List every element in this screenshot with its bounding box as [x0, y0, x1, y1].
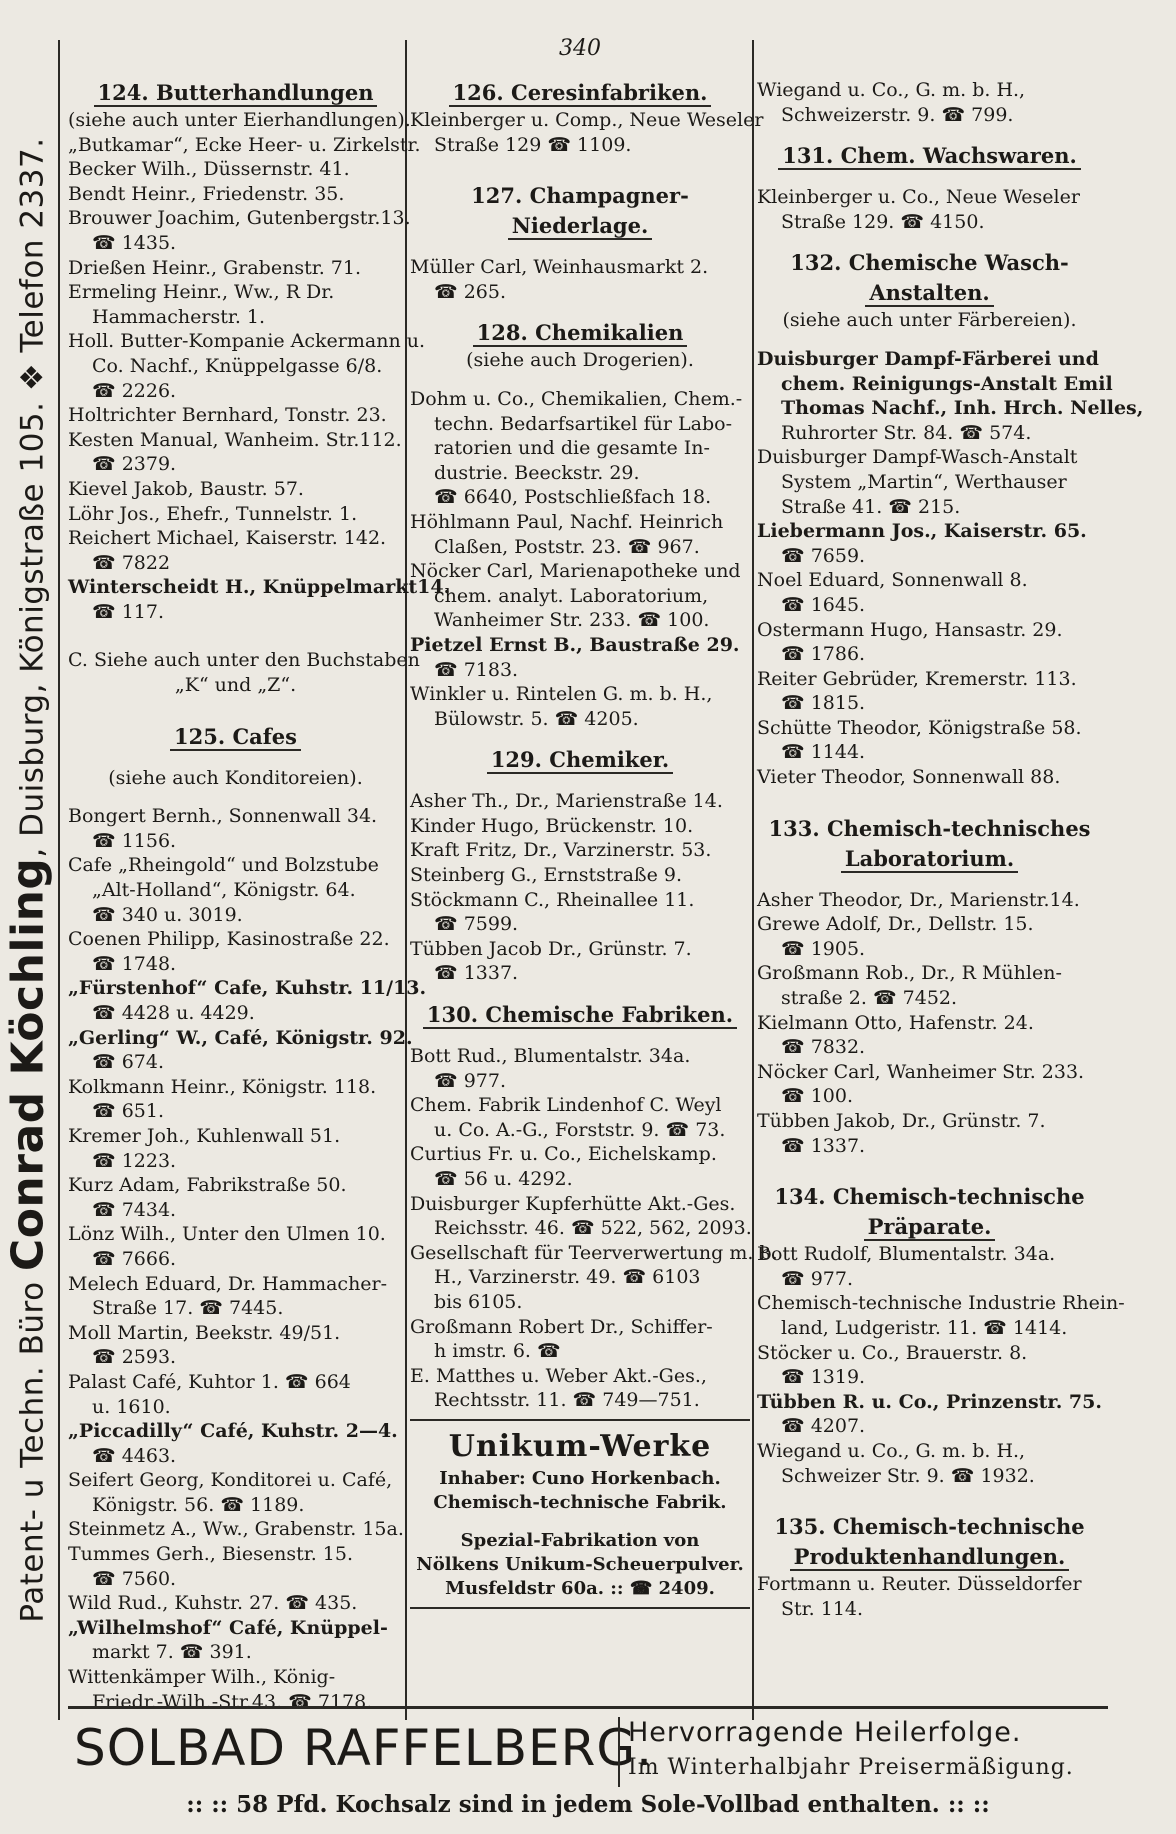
section-heading: Laboratorium.: [841, 846, 1018, 873]
list-item: Reichert Michael, Kaiserstr. 142.: [68, 527, 387, 550]
list-item: ☎ 1319.: [781, 1366, 866, 1389]
list-item: Gesellschaft für Teerverwertung m. b.: [410, 1241, 778, 1264]
list-item: ☎ 1337.: [781, 1134, 866, 1157]
section-heading: 132. Chemische Wasch-: [790, 250, 1069, 276]
list-item: Friedr.-Wilh.-Str.43. ☎ 7178.: [92, 1690, 373, 1713]
list-item: chem. Reinigungs-Anstalt Emil: [781, 372, 1113, 395]
section-heading: 134. Chemisch-technische: [774, 1184, 1085, 1210]
section-note: (siehe auch Drogerien).: [466, 349, 694, 372]
list-item: Dohm u. Co., Chemikalien, Chem.-: [410, 387, 743, 410]
section-heading: Anstalten.: [865, 280, 993, 307]
list-item: Claßen, Poststr. 23. ☎ 967.: [434, 535, 700, 558]
section-heading: 135. Chemisch-technische: [774, 1514, 1085, 1540]
list-item: dustrie. Beeckstr. 29.: [434, 461, 640, 484]
list-item: ☎ 340 u. 3019.: [92, 903, 243, 926]
list-item: ☎ 1337.: [434, 962, 519, 985]
list-item: Noel Eduard, Sonnenwall 8.: [757, 569, 1028, 592]
list-item: chem. analyt. Laboratorium,: [434, 584, 709, 607]
section-heading: 130. Chemische Fabriken.: [423, 1002, 737, 1029]
list-item: Reiter Gebrüder, Kremerstr. 113.: [757, 667, 1077, 690]
list-item: „Gerling“ W., Café, Königstr. 92.: [68, 1026, 413, 1049]
footer-tagline: Im Winterhalbjahr Preisermäßigung.: [628, 1755, 1074, 1780]
list-item: (siehe auch unter Eierhandlungen).: [68, 109, 411, 131]
column-3: [757, 78, 1144, 1621]
footer-line: :: :: 58 Pfd. Kochsalz sind in jedem Sole-Vollbad enthalten. :: ::: [186, 1791, 990, 1818]
list-item: Kremer Joh., Kuhlenwall 51.: [68, 1124, 341, 1147]
list-item: u. Co. A.-G., Forststr. 9. ☎ 73.: [434, 1118, 726, 1141]
advert-line: Chemisch-technische Fabrik.: [433, 1491, 727, 1513]
list-item: C. Siehe auch unter den Buchstaben: [68, 649, 420, 672]
list-item: Hammacherstr. 1.: [92, 305, 266, 328]
list-item: ☎ 7434.: [92, 1198, 177, 1221]
section-heading: Produktenhandlungen.: [790, 1544, 1070, 1571]
list-item: Ermeling Heinr., Ww., R Dr.: [68, 281, 335, 304]
list-item: u. 1610.: [92, 1395, 171, 1418]
list-item: System „Martin“, Werthauser: [781, 470, 1067, 493]
section-heading: 129. Chemiker.: [487, 747, 673, 774]
footer-divider: [618, 1717, 620, 1787]
list-item: h imstr. 6. ☎: [434, 1340, 561, 1363]
list-item: Nöcker Carl, Wanheimer Str. 233.: [757, 1060, 1085, 1083]
section-heading: 124. Butterhandlungen: [94, 80, 378, 107]
list-item: straße 2. ☎ 7452.: [781, 987, 958, 1010]
list-item: Liebermann Jos., Kaiserstr. 65.: [757, 520, 1087, 543]
list-item: ☎ 1905.: [781, 937, 866, 960]
list-item: Schütte Theodor, Königstraße 58.: [757, 716, 1082, 739]
list-item: ☎ 977.: [781, 1267, 854, 1290]
footer-advert: [68, 1706, 1108, 1827]
list-item: Fortmann u. Reuter. Düsseldorfer: [757, 1573, 1082, 1596]
divider-left: [58, 40, 60, 1720]
list-item: ☎ 4207.: [781, 1415, 866, 1438]
list-item: Schweizer Str. 9. ☎ 1932.: [781, 1464, 1035, 1487]
list-item: Chemisch-technische Industrie Rhein-: [757, 1292, 1125, 1315]
list-item: Bott Rudolf, Blumentalstr. 34a.: [757, 1243, 1056, 1266]
list-item: Tübben R. u. Co., Prinzenstr. 75.: [757, 1390, 1102, 1413]
list-item: Seifert Georg, Konditorei u. Café,: [68, 1469, 393, 1492]
list-item: ☎ 7560.: [92, 1567, 177, 1590]
list-item: Ostermann Hugo, Hansastr. 29.: [757, 618, 1063, 641]
list-item: Moll Martin, Beekstr. 49/51.: [68, 1321, 341, 1344]
list-item: Wild Rud., Kuhstr. 27. ☎ 435.: [68, 1592, 358, 1615]
list-item: Kievel Jakob, Baustr. 57.: [68, 477, 304, 500]
list-item: ☎ 2226.: [92, 379, 177, 402]
list-item: ☎ 7832.: [781, 1036, 866, 1059]
advert-title: Unikum-Werke: [448, 1428, 712, 1464]
list-item: Straße 41. ☎ 215.: [781, 495, 961, 518]
divider-1: [405, 40, 407, 1720]
list-item: Brouwer Joachim, Gutenbergstr.13.: [68, 207, 411, 230]
list-item: Winterscheidt H., Knüppelmarkt14.: [68, 576, 451, 599]
list-item: ☎ 4428 u. 4429.: [92, 1002, 255, 1024]
list-item: ratorien und die gesamte In-: [434, 437, 710, 460]
list-item: „Butkamar“, Ecke Heer- u. Zirkelstr.: [68, 133, 421, 156]
list-item: land, Ludgeristr. 11. ☎ 1414.: [781, 1316, 1068, 1339]
list-item: Tübben Jacob Dr., Grünstr. 7.: [410, 937, 692, 960]
sidebar-post: , Duisburg, Königstraße 105. ❖ Telefon 2337.: [14, 137, 51, 858]
list-item: ☎ 265.: [434, 280, 507, 303]
list-item: „Piccadilly“ Café, Kuhstr. 2—4.: [68, 1420, 398, 1443]
list-item: Tummes Gerh., Biesenstr. 15.: [68, 1543, 354, 1566]
list-item: ☎ 1786.: [781, 643, 866, 666]
list-item: Bendt Heinr., Friedenstr. 35.: [68, 182, 345, 205]
list-item: Wiegand u. Co., G. m. b. H.,: [757, 79, 1026, 101]
list-item: Straße 129. ☎ 4150.: [781, 210, 985, 233]
list-item: Kinder Hugo, Brückenstr. 10.: [410, 814, 694, 837]
list-item: H., Varzinerstr. 49. ☎ 6103: [434, 1266, 701, 1289]
list-item: bis 6105.: [434, 1290, 523, 1313]
list-item: ☎ 1144.: [781, 741, 866, 764]
section-heading: Präparate.: [864, 1214, 996, 1241]
list-item: Cafe „Rheingold“ und Bolzstube: [68, 854, 379, 877]
list-item: „Fürstenhof“ Cafe, Kuhstr. 11/13.: [68, 977, 427, 1000]
list-item: ☎ 674.: [92, 1051, 165, 1074]
list-item: Steinberg G., Ernststraße 9.: [410, 864, 682, 887]
advert-line: Inhaber: Cuno Horkenbach.: [439, 1467, 721, 1489]
list-item: Bongert Bernh., Sonnenwall 34.: [68, 805, 378, 828]
list-item: Kurz Adam, Fabrikstraße 50.: [68, 1174, 347, 1197]
sidebar-name: Conrad Köchling: [2, 857, 54, 1272]
list-item: Duisburger Kupferhütte Akt.-Ges.: [410, 1192, 736, 1215]
list-item: ☎ 651.: [92, 1100, 165, 1123]
list-item: Thomas Nachf., Inh. Hrch. Nelles,: [781, 397, 1144, 420]
section-note: (siehe auch Konditoreien).: [108, 766, 363, 789]
list-item: Ruhrorter Str. 84. ☎ 574.: [781, 421, 1032, 444]
list-item: Vieter Theodor, Sonnenwall 88.: [757, 766, 1061, 789]
list-item: „K“ und „Z“.: [174, 674, 297, 697]
list-item: ☎ 2379.: [92, 453, 177, 476]
list-item: Löhr Jos., Ehefr., Tunnelstr. 1.: [68, 502, 358, 525]
unikum-advert: [410, 1419, 750, 1609]
advert-line: Nölkens Unikum-Scheuerpulver.: [416, 1553, 744, 1575]
list-item: Wanheimer Str. 233. ☎ 100.: [434, 609, 710, 632]
sidebar-advert: [0, 40, 56, 1720]
list-item: Tübben Jakob, Dr., Grünstr. 7.: [757, 1110, 1046, 1132]
list-item: Reichsstr. 46. ☎ 522, 562, 2093.: [434, 1217, 752, 1240]
section-heading: Niederlage.: [508, 213, 653, 240]
list-item: ☎ 1748.: [92, 952, 177, 975]
list-item: ☎ 100.: [781, 1085, 854, 1108]
list-item: ☎ 6640, Postschließfach 18.: [434, 486, 712, 509]
list-item: markt 7. ☎ 391.: [92, 1641, 252, 1664]
list-item: Kielmann Otto, Hafenstr. 24.: [757, 1011, 1034, 1034]
list-item: Straße 129 ☎ 1109.: [434, 133, 632, 156]
list-item: Wiegand u. Co., G. m. b. H.,: [757, 1439, 1026, 1462]
list-item: Winkler u. Rintelen G. m. b. H.,: [410, 683, 713, 706]
list-item: ☎ 1156.: [92, 829, 177, 852]
list-item: Melech Eduard, Dr. Hammacher-: [68, 1272, 388, 1295]
list-item: ☎ 2593.: [92, 1346, 177, 1369]
list-item: Kleinberger u. Comp., Neue Weseler: [410, 109, 764, 131]
list-item: ☎ 7822: [92, 551, 171, 574]
list-item: Schweizerstr. 9. ☎ 799.: [781, 103, 1014, 126]
list-item: Chem. Fabrik Lindenhof C. Weyl: [410, 1094, 722, 1117]
list-item: Rechtsstr. 11. ☎ 749—751.: [434, 1389, 700, 1412]
list-item: Holtrichter Bernhard, Tonstr. 23.: [68, 404, 387, 427]
list-item: Kleinberger u. Co., Neue Weseler: [757, 186, 1080, 209]
list-item: Duisburger Dampf-Färberei und: [757, 347, 1099, 370]
list-item: Palast Café, Kuhtor 1. ☎ 664: [68, 1370, 351, 1393]
list-item: Drießen Heinr., Grabenstr. 71.: [68, 256, 361, 279]
page-number: 340: [559, 36, 601, 61]
list-item: Stöcker u. Co., Brauerstr. 8.: [757, 1341, 1028, 1364]
list-item: ☎ 7599.: [434, 913, 519, 936]
sidebar-pre: Patent- u Techn. Büro: [14, 1271, 51, 1623]
list-item: Großmann Rob., Dr., R Mühlen-: [757, 962, 1062, 985]
list-item: Grewe Adolf, Dr., Dellstr. 15.: [757, 913, 1034, 936]
list-item: ☎ 7666.: [92, 1247, 177, 1270]
list-item: E. Matthes u. Weber Akt.-Ges.,: [410, 1364, 707, 1387]
list-item: Str. 114.: [781, 1597, 864, 1620]
list-item: Asher Theodor, Dr., Marienstr.14.: [757, 888, 1080, 911]
section-heading: 131. Chem. Wachswaren.: [778, 143, 1081, 170]
list-item: Kesten Manual, Wanheim. Str.112.: [68, 428, 402, 451]
list-item: Wittenkämper Wilh., König-: [68, 1666, 336, 1689]
list-item: ☎ 7659.: [781, 544, 866, 567]
list-item: ☎ 56 u. 4292.: [434, 1168, 573, 1190]
section-note: (siehe auch unter Färbereien).: [782, 309, 1077, 332]
list-item: Becker Wilh., Düssernstr. 41.: [68, 158, 350, 181]
list-item: ☎ 1435.: [92, 231, 177, 254]
section-heading: 126. Ceresinfabriken.: [449, 80, 712, 107]
list-item: Co. Nachf., Knüppelgasse 6/8.: [92, 354, 383, 377]
section-heading: 127. Champagner-: [471, 183, 689, 209]
advert-line: Musfeldstr 60a. :: ☎ 2409.: [445, 1577, 715, 1599]
column-1: [68, 78, 451, 1714]
list-item: Königstr. 56. ☎ 1189.: [92, 1493, 305, 1516]
list-item: ☎ 117.: [92, 600, 165, 623]
list-item: Bott Rud., Blumentalstr. 34a.: [410, 1045, 691, 1068]
divider-2: [752, 40, 754, 1720]
list-item: ☎ 4463.: [92, 1444, 177, 1467]
list-item: Coenen Philipp, Kasinostraße 22.: [68, 928, 390, 951]
list-item: ☎ 1645.: [781, 593, 866, 616]
list-item: Duisburger Dampf-Wasch-Anstalt: [757, 446, 1078, 469]
list-item: Stöckmann C., Rheinallee 11.: [410, 888, 695, 911]
list-item: Curtius Fr. u. Co., Eichelskamp.: [410, 1143, 717, 1166]
list-item: Kraft Fritz, Dr., Varzinerstr. 53.: [410, 839, 712, 862]
section-heading: 128. Chemikalien: [473, 320, 688, 347]
list-item: Nöcker Carl, Marienapotheke und: [410, 560, 741, 583]
section-heading: 133. Chemisch-technisches: [768, 815, 1091, 841]
list-item: Höhlmann Paul, Nachf. Heinrich: [410, 510, 724, 533]
list-item: Großmann Robert Dr., Schiffer-: [410, 1315, 713, 1338]
list-item: Straße 17. ☎ 7445.: [92, 1297, 284, 1320]
list-item: Kolkmann Heinr., Königstr. 118.: [68, 1075, 377, 1098]
list-item: techn. Bedarfsartikel für Labo-: [434, 412, 732, 435]
list-item: Müller Carl, Weinhausmarkt 2.: [410, 256, 709, 279]
list-item: Lönz Wilh., Unter den Ulmen 10.: [68, 1223, 386, 1246]
advert-line: Spezial-Fabrikation von: [460, 1529, 700, 1551]
section-heading: 125. Cafes: [170, 724, 301, 751]
solbad-brand: SOLBAD RAFFELBERG.: [74, 1719, 654, 1777]
list-item: Bülowstr. 5. ☎ 4205.: [434, 707, 639, 730]
footer-tagline: Hervorragende Heilerfolge.: [628, 1717, 1022, 1748]
list-item: ☎ 7183.: [434, 658, 519, 681]
column-2: [410, 78, 778, 1609]
list-item: „Alt-Holland“, Königstr. 64.: [92, 879, 356, 902]
list-item: ☎ 1223.: [92, 1149, 177, 1172]
list-item: Pietzel Ernst B., Baustraße 29.: [410, 633, 740, 656]
list-item: ☎ 977.: [434, 1069, 507, 1092]
list-item: ☎ 1815.: [781, 692, 866, 715]
list-item: Steinmetz A., Ww., Grabenstr. 15a.: [68, 1518, 404, 1541]
list-item: Holl. Butter-Kompanie Ackermann u.: [68, 330, 426, 353]
list-item: „Wilhelmshof“ Café, Knüppel-: [68, 1616, 388, 1639]
list-item: Asher Th., Dr., Marienstraße 14.: [410, 790, 723, 813]
